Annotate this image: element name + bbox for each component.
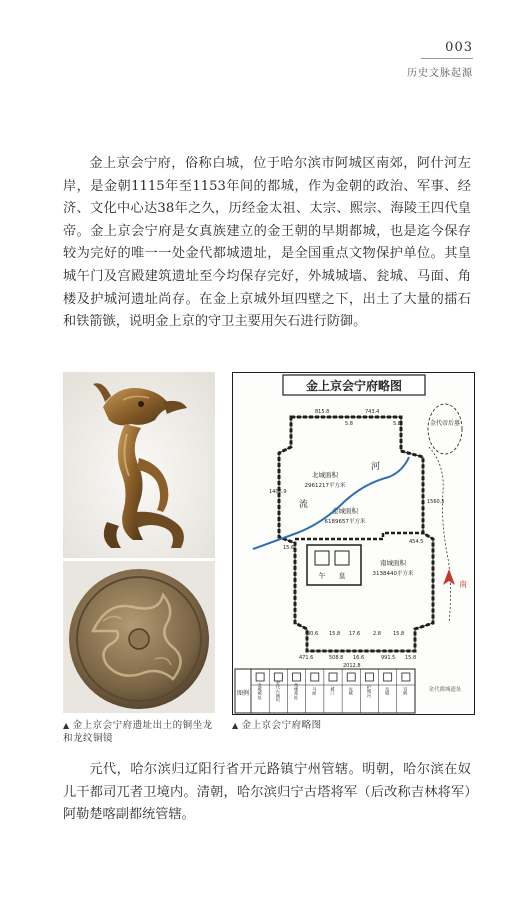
south-marker: 南: [459, 580, 467, 589]
legend-item-label: 马面: [312, 686, 318, 696]
dim-bottom-total: 2012.8: [343, 663, 361, 669]
legend-item-label: 金代古城垣: [275, 680, 281, 702]
dim-right-1: 1560.5: [427, 499, 445, 505]
gold-city-label: 金城面积: [332, 507, 358, 515]
gold-city-area: 6189657平方米: [324, 519, 366, 525]
legend-item-label: 城门: [330, 686, 336, 696]
dim-bottom-1: 471.6: [299, 655, 314, 661]
header-rule: [421, 58, 473, 59]
legend-item-label: 护城河: [366, 684, 372, 698]
dim-top-4: 5.8: [393, 421, 401, 427]
river-label: 河: [371, 462, 381, 472]
tomb-label: 金代帝后墓: [429, 420, 461, 427]
page-number: 003: [445, 40, 473, 55]
page-header: [407, 40, 473, 79]
jin-shangjing-map: [232, 372, 475, 715]
bronze-dragon-photo: [63, 372, 215, 558]
dim-bottom-8: 2.8: [373, 631, 381, 637]
bronze-dragon-image: [63, 372, 215, 558]
triangle-icon: ▲: [232, 721, 239, 730]
body-paragraph-1: 金上京会宁府，俗称白城，位于哈尔滨市阿城区南郊，阿什河左岸，是金朝1115年至1153年间的都城，作为金朝的政治、军事、经济、文化中心达38年之久，历经金太祖、太宗、熙宗、海陵王四代皇帝。金上京会宁府是女真族建立的金王朝的早期都城，也是迄今保存较为完好的唯一一处金代都城遗址，是全国重点文物保护单位。其皇城午门及宫殿建筑遗址至今均保存完好，外城城墙、瓮城、马面、角楼及护城河遗址尚存。在金上京城外垣四壁之下，出土了大量的擂石和铁箭镞，说明金上京的守卫主要用矢石进行防御。: [63, 156, 471, 330]
bronze-mirror-photo: [63, 561, 215, 713]
south-city-area: 3138440平方米: [372, 571, 414, 577]
dim-left-1: 1406.9: [269, 489, 287, 495]
map-caption: [232, 719, 472, 732]
dim-left-2: 15.6: [283, 545, 295, 551]
dim-bottom-5: 15.8: [329, 631, 341, 637]
map-caption-text: 金上京会宁府略图: [241, 720, 322, 731]
dim-top-1: 815.8: [315, 409, 330, 415]
dim-bottom-4: 80.6: [307, 631, 319, 637]
legend-item-label: 皇城: [385, 686, 391, 696]
river-label-2: 流: [299, 500, 309, 510]
chapter-title: 历史文脉起源: [407, 68, 473, 79]
dim-right-2: 454.5: [409, 539, 424, 545]
dim-bottom-10: 15.8: [405, 655, 417, 661]
body-paragraph-2: 元代，哈尔滨归辽阳行省开元路镇宁州管辖。明朝，哈尔滨在奴儿干都司兀者卫境内。清朝，哈尔滨归宁古塔将军（后改称吉林将军）阿勒楚喀副都统管辖。: [63, 762, 471, 823]
dim-bottom-6: 17.6: [349, 631, 361, 637]
legend-heading: 图例: [236, 690, 250, 697]
north-city-area: 2961217平方米: [304, 483, 346, 489]
dim-bottom-2: 508.8: [329, 655, 344, 661]
photo-caption-text: 金上京会宁府遗址出土的铜坐龙和龙纹铜镜: [63, 720, 213, 744]
legend-item-label: 金城城址: [257, 682, 263, 700]
dim-bottom-7: 991.5: [381, 655, 396, 661]
imperial-city-right: 皇: [338, 572, 346, 580]
imperial-city-left: 午: [318, 572, 326, 580]
photo-caption: [63, 719, 215, 745]
south-city-label: 南城面积: [380, 559, 406, 567]
dim-top-3: 5.8: [345, 421, 353, 427]
legend-item-label: 角楼基址: [294, 682, 300, 700]
corner-note: 金代都城遗址: [428, 687, 462, 693]
map-drawing: [233, 373, 476, 716]
bronze-mirror-image: [63, 561, 215, 713]
legend-item-label: 瓮城: [348, 686, 354, 696]
dim-bottom-9: 15.8: [393, 631, 405, 637]
map-title: 金上京会宁府略图: [305, 379, 403, 393]
dim-bottom-3: 16.6: [353, 655, 365, 661]
dim-top-2: 743.4: [365, 409, 380, 415]
triangle-icon: ▲: [63, 721, 70, 730]
legend-item-label: 宫殿: [403, 686, 409, 696]
north-city-label: 北城面积: [312, 471, 338, 479]
